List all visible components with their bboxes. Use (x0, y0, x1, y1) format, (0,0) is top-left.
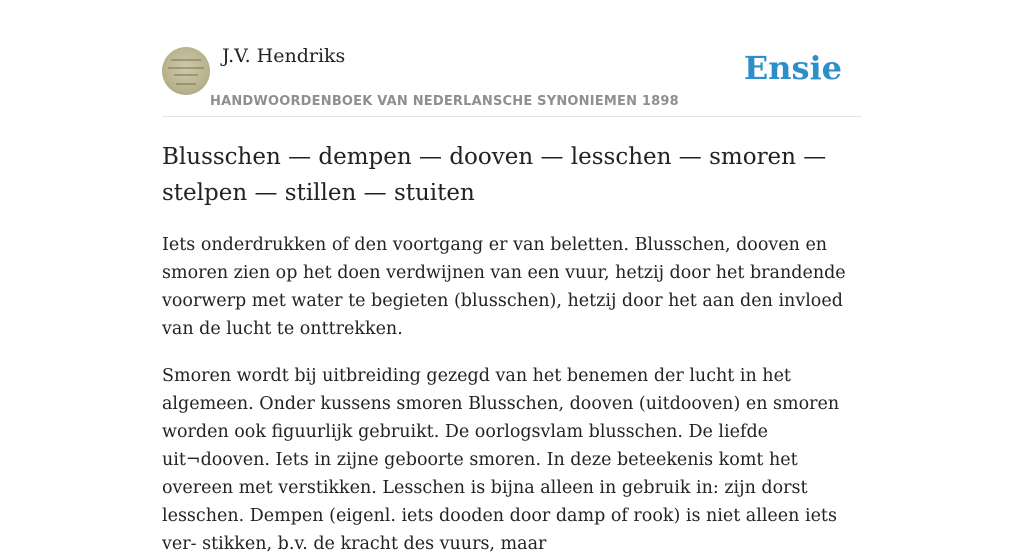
ensie-logo[interactable]: Ensie (743, 49, 842, 87)
author-name[interactable]: J.V. Hendriks (222, 45, 346, 67)
entry-paragraph: Smoren wordt bij uitbreiding gezegd van het benemen der lucht in het algemeen. Onder kussens smoren Blusschen, dooven (uitdooven) en smoren worden ook figuurlijk gebruikt. De oorlogsvlam blusschen. De liefde uit¬dooven. Iets in zijne geboorte smoren. In deze beteekenis komt het overeen met verstikken. Lesschen is bijna alleen in gebruik in: zijn dorst lesschen. Dempen (eigenl. iets dooden door damp of rook) is niet alleen iets ver- stikken, b.v. de kracht des vuurs, maar (162, 366, 840, 554)
entry-header (162, 0, 862, 117)
entry-card (162, 0, 862, 558)
entry-paragraph: Iets onderdrukken of den voortgang er van beletten. Blusschen, dooven en smoren zien op het doen verdwijnen van een vuur, hetzij door het brandende voorwerp met water te begieten (blusschen), hetzij door het aan den invloed van de lucht te onttrekken. (162, 235, 846, 339)
source-title[interactable]: HANDWOORDENBOEK VAN NEDERLANSCHE SYNONIEMEN 1898 (210, 94, 679, 109)
entry-title: Blusschen — dempen — dooven — lesschen — smoren — stelpen — stillen — stuiten (162, 144, 827, 206)
book-cover-avatar[interactable] (162, 47, 210, 95)
